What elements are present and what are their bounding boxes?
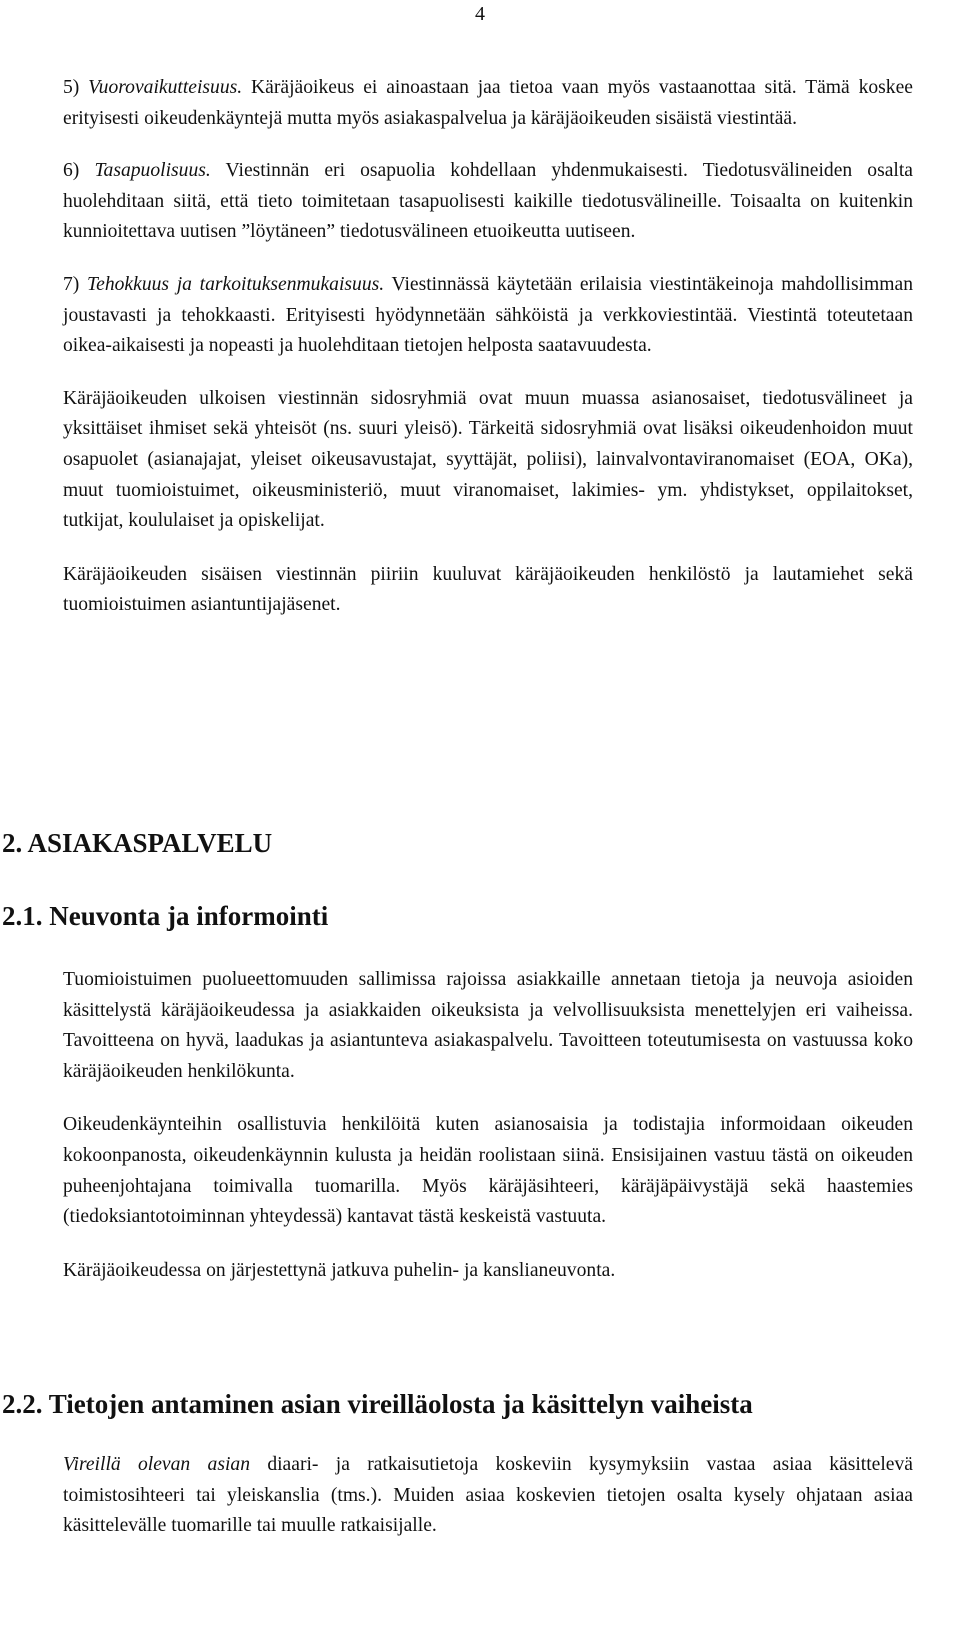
paragraph-advice-1: Tuomioistuimen puolueettomuuden sallimissa rajoissa asiakkaille annetaan tietoja ja neuvoja asioiden käsittelystä käräjäoikeudessa ja asiakkaiden oikeuksista ja velvollisuuksista menettelyjen eri vaiheissa. Tavoitteena on hyvä, laadukas ja asiantunteva asiakaspalvelu. Tavoitteen toteutumisesta on vastuussa koko käräjäoikeuden henkilökunta. — [63, 969, 913, 1082]
page-number: 4 — [475, 3, 485, 25]
item-number: 5) — [63, 77, 80, 98]
item-text: Viestinnän eri osapuolia kohdellaan yhdenmukaisesti. Tiedotusvälineiden osalta huolehditaan siitä, että tieto toimitetaan tasapuolisesti kaikille tiedotusvälineille. Toisaalta on kuitenkin kunnioitettava uutisen ”löytäneen” tiedotusvälineen etuoikeutta uutiseen. — [63, 160, 913, 243]
principle-item-7 — [63, 270, 913, 362]
item-text: Viestinnässä käytetään erilaisia viestintäkeinoja mahdollisimman joustavasti ja tehokkaasti. Erityisesti hyödynnetään sähköistä ja verkkoviestintää. Viestintä toteutetaan oikea-aikaisesti ja nopeasti ja huolehditaan tietojen helposta saatavuudesta. — [63, 273, 913, 357]
item-term: Vuorovaikutteisuus. — [88, 77, 243, 98]
paragraph-internal: Käräjäoikeuden sisäisen viestinnän piiriin kuuluvat käräjäoikeuden henkilöstö ja lautamiehet sekä tuomioistuimen asiantuntijajäsenet. — [63, 563, 913, 616]
subsection-heading-2-2: 2.2. Tietojen antaminen asian vireilläolosta ja käsittelyn vaiheista — [2, 1389, 753, 1419]
section-case-info — [63, 1450, 913, 1542]
principle-item-5 — [63, 73, 913, 134]
item-term: Tasapuolisuus. — [94, 160, 211, 182]
paragraph-stakeholders: Käräjäoikeuden ulkoisen viestinnän sidosryhmiä ovat muun muassa asianosaiset, tiedotusvälineet ja yksittäiset ihmiset sekä yhteisöt (ns. suuri yleisö). Tärkeitä sidosryhmiä ovat lisäksi oikeudenhoidon muut osapuolet (asianajajat, yleiset oikeusavustajat, syyttäjät, poliisi), lainvalvontaviranomaiset (EOA, OKa), muut tuomioistuimet, oikeusministeriö, muut viranomaiset, lakimies- ym. yhdistykset, oppilaitokset, tutkijat, koululaiset ja opiskelijat. — [63, 387, 913, 532]
section-advice — [63, 965, 913, 1286]
list-principles — [63, 73, 913, 621]
paragraph-term: Vireillä olevan asian — [63, 1454, 250, 1475]
item-number: 7) — [63, 273, 80, 295]
principle-item-6 — [63, 156, 913, 248]
paragraph-advice-2: Oikeudenkäynteihin osallistuvia henkilöitä kuten asianosaisia ja todistajia informoidaan oikeuden kokoonpanosta, oikeudenkäynnin kulusta ja heidän roolistaan siinä. Ensisijainen vastuu tästä on oikeuden puheenjohtajana toimivalla tuomarilla. Myös käräjäsihteeri, käräjäpäivystäjä sekä haastemies (tiedoksiantotoiminnan yhteydessä) kantavat tästä keskeistä vastuuta. — [63, 1114, 913, 1228]
section-heading: 2. ASIAKASPALVELU — [2, 828, 273, 858]
paragraph-case-info — [63, 1450, 913, 1542]
paragraph-text: diaari- ja ratkaisutietoja koskeviin kysymyksiin vastaa asiaa käsittelevä toimistosihteeri tai yleiskanslia (tms.). Muiden asiaa koskevien tietojen osalta kysely ohjataan asiaa käsittelevälle tuomarille tai muulle ratkaisijalle. — [63, 1454, 913, 1537]
item-term: Tehokkuus ja tarkoituksenmukaisuus. — [87, 273, 385, 295]
paragraph-advice-3: Käräjäoikeudessa on järjestettynä jatkuva puhelin- ja kanslianeuvonta. — [63, 1259, 616, 1281]
item-text: Käräjäoikeus ei ainoastaan jaa tietoa vaan myös vastaanottaa sitä. Tämä koskee erityisesti oikeudenkäyntejä mutta myös asiakaspalvelua ja käräjäoikeuden sisäistä viestintää. — [63, 77, 913, 129]
item-number: 6) — [63, 160, 80, 182]
subsection-heading-2-1: 2.1. Neuvonta ja informointi — [2, 901, 329, 931]
